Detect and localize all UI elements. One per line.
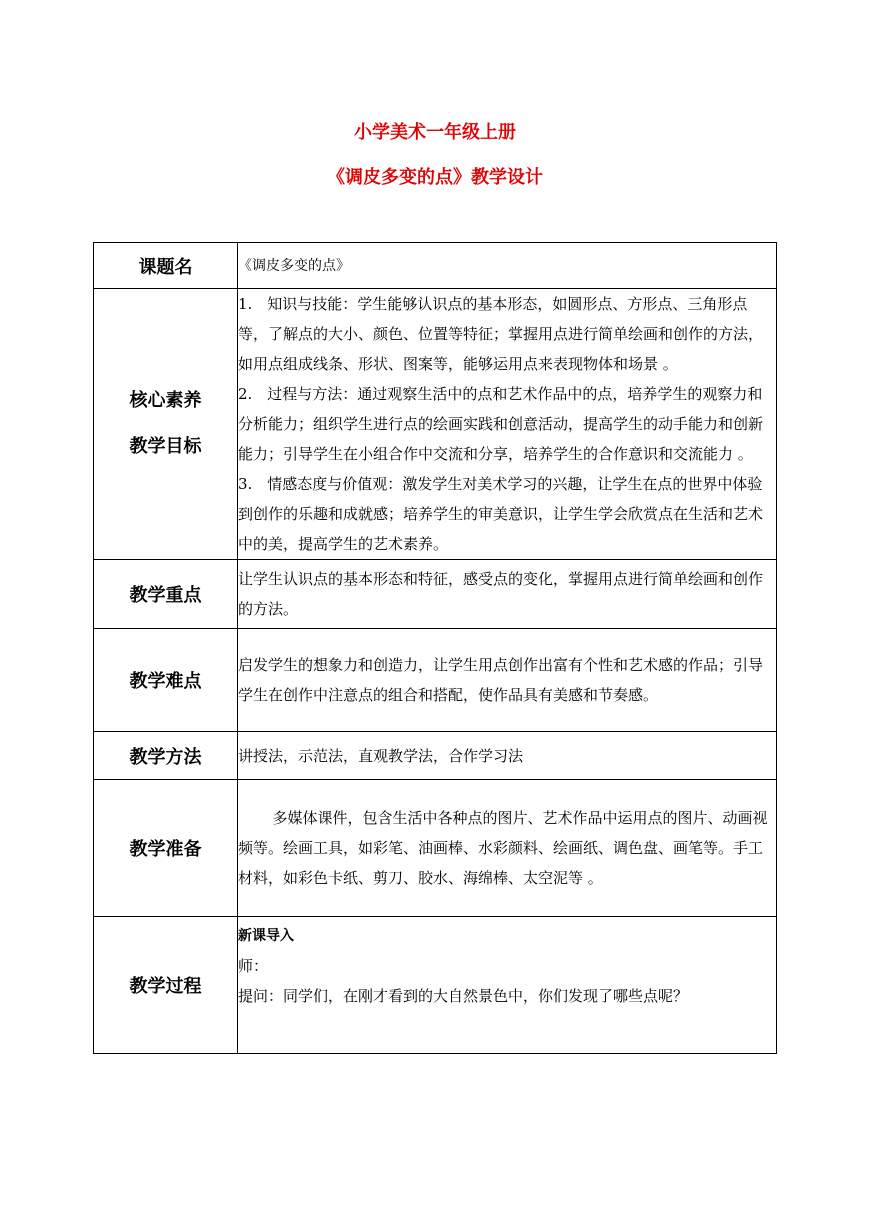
difficulties-value: 启发学生的想象力和创造力，让学生用点创作出富有个性和艺术感的作品；引导学生在创作中注意点的组合和搭配，使作品具有美感和节奏感。 — [238, 629, 777, 732]
document-subtitle: 《调皮多变的点》教学设计 — [327, 167, 543, 188]
core-label-line2: 教学目标 — [129, 436, 202, 457]
core-label — [94, 289, 238, 560]
document-title: 小学美术一年级上册 — [354, 122, 516, 143]
table-row-key-points — [94, 560, 777, 629]
preparation-label: 教学准备 — [94, 780, 238, 917]
objective-item-3: 3. 情感态度与价值观：激发学生对美术学习的兴趣，让学生在点的世界中体验到创作的乐趣和成就感；培养学生的审美意识，让学生学会欣赏点在生活和艺术中的美，提高学生的艺术素养。 — [238, 475, 764, 553]
methods-value: 讲授法，示范法，直观教学法，合作学习法 — [238, 732, 777, 780]
difficulties-label: 教学难点 — [94, 629, 238, 732]
core-label-line1: 核心素养 — [129, 390, 202, 411]
key-points-label: 教学重点 — [94, 560, 238, 629]
key-points-value: 让学生认识点的基本形态和特征，感受点的变化，掌握用点进行简单绘画和创作的方法。 — [238, 560, 777, 629]
process-question: 提问：同学们，在刚才看到的大自然景色中，你们发现了哪些点呢？ — [238, 987, 689, 1005]
table-row-process — [94, 917, 777, 1054]
lesson-plan-table — [93, 242, 777, 1054]
preparation-value: 多媒体课件，包含生活中各种点的图片、艺术作品中运用点的图片、动画视频等。绘画工具，如彩笔、油画棒、水彩颜料、绘画纸、调色盘、画笔等。手工材料，如彩色卡纸、剪刀、胶水、海绵棒、太空泥等 。 — [238, 780, 777, 917]
process-label: 教学过程 — [94, 917, 238, 1054]
process-content — [238, 917, 777, 1054]
process-speaker: 师： — [238, 957, 269, 975]
table-row-difficulties — [94, 629, 777, 732]
methods-label: 教学方法 — [94, 732, 238, 780]
core-objectives — [238, 289, 777, 560]
objective-item-1: 1. 知识与技能：学生能够认识点的基本形态，如圆形点、方形点、三角形点等，了解点的大小、颜色、位置等特征；掌握用点进行简单绘画和创作的方法，如用点组成线条、形状、图案等，能够运用点来表现物体和场景 。 — [238, 295, 764, 373]
table-row-core — [94, 289, 777, 560]
table-row-topic — [94, 243, 777, 289]
objective-item-2: 2. 过程与方法：通过观察生活中的点和艺术作品中的点，培养学生的观察力和分析能力；组织学生进行点的绘画实践和创意活动，提高学生的动手能力和创新能力；引导学生在小组合作中交流和分享，培养学生的合作意识和交流能力 。 — [238, 385, 764, 463]
topic-value: 《调皮多变的点》 — [238, 243, 777, 289]
table-row-preparation — [94, 780, 777, 917]
topic-label: 课题名 — [94, 243, 238, 289]
process-heading: 新课导入 — [238, 928, 294, 944]
table-row-methods — [94, 732, 777, 780]
